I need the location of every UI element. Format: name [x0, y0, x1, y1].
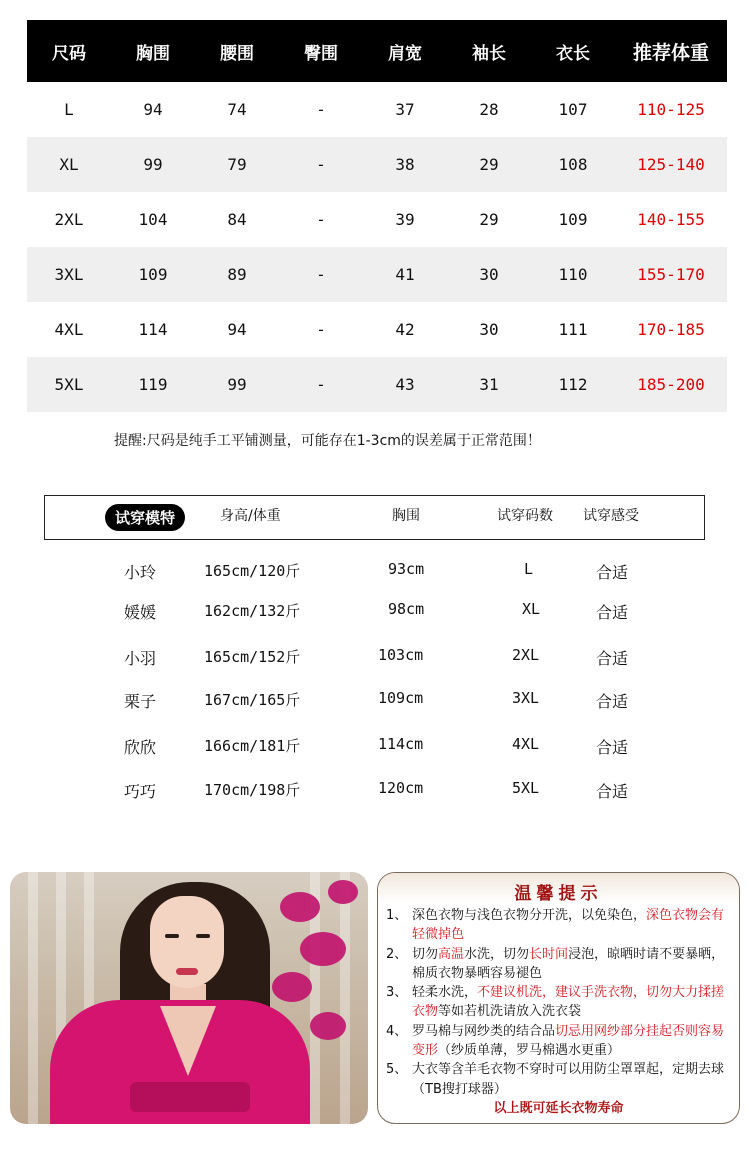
header-size: 尺码	[52, 43, 86, 64]
care-tip-text	[412, 945, 736, 984]
size-cell-weight: 155-170	[637, 265, 705, 284]
size-cell-hip: -	[316, 320, 326, 339]
care-tip-text	[412, 906, 736, 945]
size-cell-waist: 94	[227, 320, 247, 339]
fitting-cell-height-weight: 165cm/152斤	[204, 648, 301, 666]
size-cell-sleeve: 30	[479, 320, 499, 339]
size-cell-shoulder: 42	[395, 320, 415, 339]
size-cell-shoulder: 37	[395, 100, 415, 119]
fitting-cell-height-weight: 166cm/181斤	[204, 737, 301, 755]
care-tips-footer: 以上既可延长衣物寿命	[493, 1101, 624, 1116]
size-cell-shoulder: 39	[395, 210, 415, 229]
care-tip-item	[386, 1022, 736, 1061]
fitting-cell-size: L	[524, 560, 534, 578]
size-cell-hip: -	[316, 265, 326, 284]
fitting-cell-size: 5XL	[512, 779, 540, 797]
size-cell-length: 110	[558, 265, 588, 284]
header-waist: 腰围	[220, 43, 254, 64]
size-cell-length: 112	[558, 375, 588, 394]
care-tip-item	[386, 945, 736, 984]
care-tip-number: 2、	[386, 946, 408, 962]
size-cell-sleeve: 28	[479, 100, 499, 119]
size-cell-bust: 99	[143, 155, 163, 174]
size-cell-sleeve: 31	[479, 375, 499, 394]
care-tip-segment: 罗马棉与网纱类的结合品	[412, 1023, 556, 1039]
care-tip-segment: 水洗，切勿	[464, 946, 530, 962]
fitting-header-bust: 胸围	[392, 508, 420, 524]
fitting-cell-feel: 合适	[596, 782, 629, 801]
size-table-header	[27, 20, 727, 82]
size-cell-shoulder: 43	[395, 375, 415, 394]
fitting-model-pill: 试穿模特	[105, 504, 185, 531]
fitting-cell-feel: 合适	[596, 738, 629, 757]
care-tip-highlight: 切忌用网纱部分挂起否则容易变形	[412, 1023, 725, 1059]
size-cell-bust: 114	[138, 320, 168, 339]
care-tip-item	[386, 1060, 736, 1099]
fitting-row	[0, 735, 750, 765]
size-cell-weight: 110-125	[637, 100, 705, 119]
size-row	[27, 192, 727, 247]
fitting-row	[0, 646, 750, 676]
fitting-cell-name: 小羽	[124, 649, 157, 668]
size-row	[27, 82, 727, 137]
care-tip-item	[386, 906, 736, 945]
fitting-cell-size: XL	[522, 600, 541, 618]
fitting-cell-size: 2XL	[512, 646, 540, 664]
care-tip-segment: 深色衣物与浅色衣物分开洗，以免染色，	[412, 908, 647, 923]
care-tips-list	[386, 906, 736, 1099]
fitting-cell-bust: 114cm	[378, 735, 424, 753]
size-cell-length: 108	[558, 155, 588, 174]
fitting-cell-feel: 合适	[596, 563, 629, 582]
fitting-cell-bust: 103cm	[378, 646, 424, 664]
size-row	[27, 357, 727, 412]
fitting-cell-height-weight: 165cm/120斤	[204, 562, 301, 580]
size-cell-size: 3XL	[54, 265, 84, 284]
size-cell-sleeve: 30	[479, 265, 499, 284]
care-tip-number: 4、	[386, 1023, 408, 1039]
care-tip-text	[412, 983, 736, 1022]
size-row	[27, 302, 727, 357]
size-cell-bust: 104	[138, 210, 168, 229]
fitting-row	[0, 600, 750, 630]
care-tip-number: 3、	[386, 985, 408, 1001]
fitting-cell-feel: 合适	[596, 649, 629, 668]
care-tip-segment: 轻柔水洗，	[412, 985, 478, 1001]
fitting-cell-size: 3XL	[512, 689, 540, 707]
fitting-cell-name: 媛媛	[124, 603, 157, 622]
fitting-row	[0, 779, 750, 809]
care-tip-item	[386, 983, 736, 1022]
size-cell-weight: 125-140	[637, 155, 705, 174]
size-cell-hip: -	[316, 375, 326, 394]
size-cell-hip: -	[316, 210, 326, 229]
care-tip-segment: 切勿	[412, 946, 439, 962]
size-cell-waist: 84	[227, 210, 247, 229]
care-tip-segment: 大衣等含羊毛衣物不穿时可以用防尘罩罩起，定期去球（TB搜打球器）	[412, 1062, 725, 1097]
care-tip-number: 5、	[386, 1062, 408, 1078]
size-cell-bust: 109	[138, 265, 168, 284]
care-tips-panel	[377, 872, 740, 1124]
fitting-header-size: 试穿码数	[497, 508, 553, 524]
size-cell-waist: 74	[227, 100, 247, 119]
size-cell-size: XL	[59, 155, 79, 174]
fitting-cell-bust: 98cm	[388, 600, 425, 618]
size-cell-hip: -	[316, 155, 326, 174]
size-cell-shoulder: 41	[395, 265, 415, 284]
size-cell-waist: 79	[227, 155, 247, 174]
size-cell-size: 4XL	[54, 320, 84, 339]
header-weight: 推荐体重	[632, 41, 709, 64]
header-hip: 臀围	[304, 43, 338, 64]
size-cell-bust: 94	[143, 100, 163, 119]
header-shoulder: 肩宽	[388, 43, 422, 64]
care-tip-highlight: 长时间	[529, 946, 569, 962]
fitting-cell-bust: 120cm	[378, 779, 424, 797]
fitting-cell-size: 4XL	[512, 735, 540, 753]
fitting-cell-feel: 合适	[596, 603, 629, 622]
header-bust: 胸围	[136, 43, 170, 64]
fitting-cell-feel: 合适	[596, 692, 629, 711]
size-cell-size: 5XL	[54, 375, 84, 394]
fitting-header	[44, 495, 705, 540]
fitting-row	[0, 560, 750, 590]
fitting-cell-bust: 93cm	[388, 560, 425, 578]
model-photo	[10, 872, 368, 1124]
size-cell-length: 107	[558, 100, 588, 119]
size-cell-weight: 185-200	[637, 375, 705, 394]
fitting-cell-bust: 109cm	[378, 689, 424, 707]
fitting-header-height-weight: 身高/体重	[220, 508, 281, 524]
size-cell-size: 2XL	[54, 210, 84, 229]
care-tip-highlight: 不建议机洗，建议手洗衣物，切勿大力揉搓衣物	[412, 985, 725, 1020]
fitting-header-feel: 试穿感受	[583, 508, 639, 524]
care-tip-text	[412, 1022, 736, 1061]
header-sleeve: 袖长	[472, 43, 506, 64]
size-cell-sleeve: 29	[479, 210, 499, 229]
size-cell-length: 109	[558, 210, 588, 229]
care-tip-segment: 等如若机洗请放入洗衣袋	[438, 1004, 582, 1020]
care-tip-segment: 浸泡，晾晒时请不要暴晒，棉质衣物暴晒容易褪色	[412, 946, 725, 981]
fitting-cell-height-weight: 162cm/132斤	[204, 602, 301, 620]
header-length: 衣长	[556, 43, 590, 64]
measurement-reminder: 提醒:尺码是纯手工平铺测量，可能存在1-3cm的误差属于正常范围！	[114, 433, 541, 449]
size-cell-waist: 99	[227, 375, 247, 394]
size-cell-length: 111	[558, 320, 588, 339]
care-tip-segment: （纱质单薄，罗马棉遇水更重）	[438, 1043, 621, 1059]
fitting-row	[0, 689, 750, 719]
size-cell-weight: 140-155	[637, 210, 705, 229]
care-tips-title: 温馨提示	[514, 884, 603, 904]
size-table	[27, 20, 727, 412]
fitting-cell-name: 栗子	[124, 692, 157, 711]
care-tip-highlight: 高温	[438, 946, 465, 962]
care-tip-number: 1、	[386, 908, 408, 923]
size-cell-sleeve: 29	[479, 155, 499, 174]
fitting-cell-height-weight: 167cm/165斤	[204, 691, 301, 709]
size-cell-waist: 89	[227, 265, 247, 284]
size-cell-size: L	[64, 100, 74, 119]
size-cell-bust: 119	[138, 375, 168, 394]
size-cell-weight: 170-185	[637, 320, 705, 339]
size-cell-shoulder: 38	[395, 155, 415, 174]
fitting-cell-name: 巧巧	[124, 782, 157, 801]
care-tip-highlight: 深色衣物会有轻微掉色	[412, 908, 725, 943]
care-tip-text	[412, 1060, 736, 1099]
size-cell-hip: -	[316, 100, 326, 119]
fitting-cell-height-weight: 170cm/198斤	[204, 781, 301, 799]
fitting-cell-name: 小玲	[124, 563, 157, 582]
size-row	[27, 137, 727, 192]
fitting-cell-name: 欣欣	[124, 738, 157, 757]
size-row	[27, 247, 727, 302]
